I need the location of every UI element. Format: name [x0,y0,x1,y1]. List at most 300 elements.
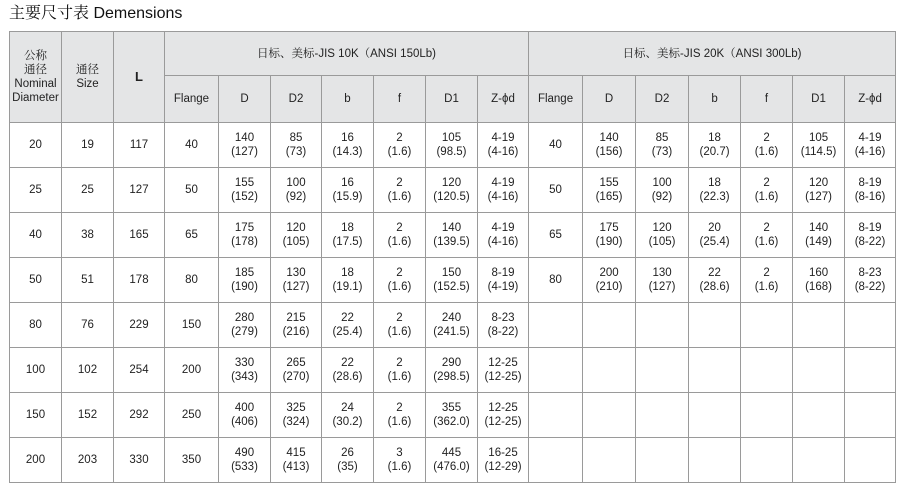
header-jis10k-ansi150: 日标、美标-JIS 10K（ANSI 150Lb) [165,32,529,76]
cell-length: 229 [114,303,165,348]
cell-value-alt: (533) [231,461,258,473]
cell-f-g2 [741,123,793,168]
cell-value: 100 [652,177,672,189]
cell-d1-g1 [426,393,478,438]
dimensions-table [9,31,896,483]
cell-f-g2 [741,438,793,483]
cell-d-g1 [219,123,271,168]
cell-value-alt: (139.5) [433,236,470,248]
cell-value-alt: (270) [282,371,310,383]
cell-value-alt: (1.6) [387,191,412,203]
cell-value-alt: (1.6) [387,371,412,383]
cell-z-phi-d-g2 [845,213,896,258]
cell-z-phi-d-g2 [845,168,896,213]
cell-value-alt: (105) [282,236,310,248]
cell-d1-g1 [426,348,478,393]
header-length: L [114,32,165,123]
cell-value: 65 [549,229,562,241]
cell-d2-g1 [271,438,322,483]
cell-value-alt: (190) [595,236,623,248]
subheader-f-group2: f [741,76,793,123]
cell-value-alt: (8-22) [854,236,886,248]
cell-value-alt: (165) [595,191,623,203]
cell-value: 85 [289,132,303,144]
cell-b-g2 [689,168,741,213]
cell-b-g1 [322,213,374,258]
table-row [10,123,896,168]
cell-flange-g1 [165,348,219,393]
cell-value-alt: (120.5) [433,191,470,203]
cell-z-phi-d-g1 [478,303,529,348]
cell-flange-g2 [529,303,583,348]
cell-d1-g1 [426,168,478,213]
cell-length: 330 [114,438,165,483]
cell-value: 8-19 [858,222,882,234]
cell-f-g1 [374,438,426,483]
table-row [10,303,896,348]
cell-value: 26 [341,447,354,459]
subheader-flange-group2: Flange [529,76,583,123]
cell-value-alt: (1.6) [754,191,779,203]
cell-d1-g1 [426,213,478,258]
cell-value: 22 [341,312,354,324]
cell-value-alt: (8-22) [487,326,519,338]
cell-value: 16 [341,132,354,144]
cell-d2-g1 [271,348,322,393]
cell-value-alt: (12-29) [484,461,522,473]
cell-value: 22 [341,357,354,369]
cell-nominal-diameter: 25 [10,168,62,213]
cell-value: 2 [396,132,403,144]
cell-d1-g2 [793,123,845,168]
cell-value: 290 [441,357,462,369]
cell-value: 350 [181,454,202,466]
cell-nominal-diameter: 80 [10,303,62,348]
cell-d2-g2 [636,258,689,303]
cell-value: 105 [441,132,462,144]
cell-value: 215 [286,312,306,324]
cell-value-alt: (73) [285,146,307,158]
cell-f-g2 [741,213,793,258]
cell-z-phi-d-g1 [478,258,529,303]
cell-z-phi-d-g1 [478,168,529,213]
cell-value-alt: (12-25) [484,371,522,383]
subheader-z-phi-d-group2: Z-ϕd [845,76,896,123]
cell-value: 120 [441,177,462,189]
cell-d-g2 [583,438,636,483]
cell-value: 150 [441,267,462,279]
cell-b-g1 [322,393,374,438]
cell-d2-g2 [636,303,689,348]
cell-d-g1 [219,303,271,348]
cell-value-alt: (25.4) [332,326,363,338]
cell-value-alt: (25.4) [699,236,730,248]
cell-value-alt: (105) [648,236,676,248]
subheader-d1-group2: D1 [793,76,845,123]
cell-value-alt: (168) [805,281,832,293]
cell-value: 22 [708,267,721,279]
subheader-z-phi-d-group1: Z-ϕd [478,76,529,123]
cell-d-g1 [219,393,271,438]
header-jis20k-ansi300: 日标、美标-JIS 20K（ANSI 300Lb) [529,32,896,76]
cell-value: 2 [396,222,403,234]
subheader-d-group2: D [583,76,636,123]
cell-size: 76 [62,303,114,348]
cell-z-phi-d-g2 [845,303,896,348]
cell-value: 140 [234,132,255,144]
cell-f-g1 [374,348,426,393]
table-row [10,438,896,483]
cell-value-alt: (28.6) [699,281,730,293]
cell-d1-g2 [793,258,845,303]
cell-value: 325 [286,402,306,414]
cell-z-phi-d-g1 [478,348,529,393]
cell-value: 200 [181,364,202,376]
cell-value: 120 [652,222,672,234]
table-row [10,393,896,438]
cell-flange-g2 [529,393,583,438]
cell-value-alt: (298.5) [433,371,470,383]
cell-value: 3 [396,447,403,459]
cell-value-alt: (73) [651,146,673,158]
cell-value-alt: (343) [231,371,258,383]
cell-value: 140 [441,222,462,234]
cell-value-alt: (149) [805,236,832,248]
cell-value: 24 [341,402,354,414]
cell-value: 8-19 [491,267,515,279]
cell-value-alt: (17.5) [332,236,363,248]
subheader-d-group1: D [219,76,271,123]
cell-value: 2 [396,402,403,414]
cell-value-alt: (92) [651,191,673,203]
cell-value: 160 [808,267,829,279]
cell-value: 355 [441,402,462,414]
cell-flange-g1 [165,258,219,303]
cell-b-g2 [689,348,741,393]
cell-flange-g1 [165,393,219,438]
cell-d1-g1 [426,438,478,483]
cell-value: 2 [396,357,403,369]
cell-value-alt: (413) [282,461,310,473]
cell-flange-g1 [165,168,219,213]
cell-d2-g2 [636,168,689,213]
cell-value: 8-23 [858,267,882,279]
cell-z-phi-d-g1 [478,123,529,168]
cell-value-alt: (4-16) [487,191,519,203]
cell-value: 265 [286,357,306,369]
cell-value-alt: (114.5) [800,146,837,158]
cell-value: 2 [763,177,770,189]
cell-d1-g2 [793,168,845,213]
cell-value: 40 [549,139,562,151]
cell-nominal-diameter: 20 [10,123,62,168]
cell-d2-g1 [271,123,322,168]
cell-value: 4-19 [491,222,515,234]
subheader-f-group1: f [374,76,426,123]
cell-value-alt: (1.6) [387,461,412,473]
cell-z-phi-d-g1 [478,213,529,258]
cell-d-g1 [219,213,271,258]
cell-value: 200 [599,267,619,279]
cell-value: 445 [441,447,462,459]
cell-f-g1 [374,393,426,438]
subheader-b-group1: b [322,76,374,123]
cell-d-g2 [583,393,636,438]
cell-f-g1 [374,168,426,213]
cell-value-alt: (4-19) [487,281,519,293]
cell-d1-g2 [793,438,845,483]
cell-f-g1 [374,258,426,303]
cell-flange-g1 [165,438,219,483]
cell-d-g2 [583,213,636,258]
cell-flange-g2 [529,168,583,213]
cell-d-g2 [583,303,636,348]
cell-value-alt: (156) [595,146,623,158]
cell-value: 4-19 [491,177,515,189]
cell-value: 155 [234,177,255,189]
cell-value: 18 [341,222,354,234]
cell-value-alt: (98.5) [436,146,467,158]
cell-d-g1 [219,168,271,213]
cell-value: 18 [341,267,354,279]
cell-d-g1 [219,258,271,303]
cell-value: 415 [286,447,306,459]
cell-value: 80 [185,274,198,286]
cell-f-g2 [741,303,793,348]
cell-value-alt: (19.1) [332,281,363,293]
cell-b-g2 [689,213,741,258]
cell-value: 330 [234,357,255,369]
cell-value: 20 [708,222,721,234]
cell-z-phi-d-g2 [845,393,896,438]
cell-value: 18 [708,177,721,189]
cell-value-alt: (152.5) [433,281,470,293]
cell-length: 117 [114,123,165,168]
cell-value: 8-19 [858,177,882,189]
cell-value-alt: (241.5) [433,326,470,338]
cell-value-alt: (190) [231,281,258,293]
cell-value-alt: (14.3) [332,146,363,158]
cell-value: 140 [808,222,829,234]
cell-b-g2 [689,393,741,438]
cell-size: 203 [62,438,114,483]
cell-value-alt: (8-16) [854,191,886,203]
cell-value: 155 [599,177,619,189]
cell-value: 140 [599,132,619,144]
cell-value-alt: (210) [595,281,623,293]
cell-d-g2 [583,258,636,303]
cell-value-alt: (127) [805,191,832,203]
cell-value-alt: (127) [231,146,258,158]
cell-b-g1 [322,348,374,393]
page-title: 主要尺寸表 Demensions [9,5,183,22]
cell-value: 2 [396,267,403,279]
cell-d1-g2 [793,393,845,438]
cell-d2-g1 [271,258,322,303]
cell-z-phi-d-g2 [845,123,896,168]
cell-value: 85 [655,132,669,144]
cell-value-alt: (1.6) [754,236,779,248]
cell-value-alt: (28.6) [332,371,363,383]
cell-flange-g2 [529,348,583,393]
cell-d2-g2 [636,348,689,393]
cell-b-g2 [689,123,741,168]
cell-f-g1 [374,303,426,348]
cell-d2-g2 [636,438,689,483]
subheader-d1-group1: D1 [426,76,478,123]
cell-value: 2 [763,222,770,234]
cell-value: 120 [286,222,306,234]
header-size: 通径 Size [62,32,114,123]
cell-size: 38 [62,213,114,258]
cell-value-alt: (1.6) [387,281,412,293]
cell-f-g2 [741,393,793,438]
cell-value: 40 [185,139,198,151]
cell-value: 2 [396,177,403,189]
cell-f-g2 [741,258,793,303]
cell-value: 18 [708,132,721,144]
cell-value: 80 [549,274,562,286]
cell-value-alt: (279) [231,326,258,338]
cell-value: 16-25 [488,447,518,459]
cell-b-g1 [322,438,374,483]
cell-f-g2 [741,168,793,213]
subheader-d2-group2: D2 [636,76,689,123]
cell-d1-g2 [793,348,845,393]
cell-size: 102 [62,348,114,393]
cell-b-g2 [689,438,741,483]
cell-nominal-diameter: 50 [10,258,62,303]
cell-value: 50 [549,184,562,196]
cell-value: 105 [808,132,829,144]
cell-value-alt: (216) [282,326,310,338]
cell-value: 185 [234,267,255,279]
cell-size: 19 [62,123,114,168]
cell-value-alt: (127) [282,281,310,293]
cell-f-g1 [374,213,426,258]
cell-d2-g2 [636,123,689,168]
cell-value-alt: (12-25) [484,416,522,428]
cell-value-alt: (4-16) [487,146,519,158]
cell-nominal-diameter: 40 [10,213,62,258]
cell-value-alt: (20.7) [699,146,730,158]
cell-flange-g1 [165,303,219,348]
cell-value: 4-19 [491,132,515,144]
cell-d1-g1 [426,303,478,348]
cell-value: 65 [185,229,198,241]
cell-value-alt: (1.6) [387,416,412,428]
cell-value: 240 [441,312,462,324]
cell-flange-g2 [529,123,583,168]
cell-b-g1 [322,123,374,168]
cell-d1-g1 [426,258,478,303]
cell-value: 280 [234,312,255,324]
cell-value-alt: (152) [231,191,258,203]
cell-value-alt: (362.0) [433,416,470,428]
cell-value: 16 [341,177,354,189]
cell-z-phi-d-g2 [845,348,896,393]
cell-value: 130 [286,267,306,279]
cell-value: 100 [286,177,306,189]
cell-value: 175 [599,222,619,234]
cell-nominal-diameter: 100 [10,348,62,393]
cell-d2-g1 [271,213,322,258]
cell-length: 127 [114,168,165,213]
cell-d-g2 [583,123,636,168]
cell-value-alt: (1.6) [754,146,779,158]
cell-flange-g2 [529,438,583,483]
cell-b-g2 [689,258,741,303]
cell-value-alt: (15.9) [332,191,363,203]
cell-length: 254 [114,348,165,393]
cell-value: 2 [763,267,770,279]
cell-value: 8-23 [491,312,515,324]
cell-value: 250 [181,409,202,421]
cell-value: 2 [763,132,770,144]
cell-value: 2 [396,312,403,324]
cell-d-g1 [219,348,271,393]
cell-value-alt: (406) [231,416,258,428]
cell-value-alt: (1.6) [387,146,412,158]
header-nominal-diameter: 公称 通径 Nominal Diameter [10,32,62,123]
cell-length: 292 [114,393,165,438]
cell-value-alt: (178) [231,236,258,248]
cell-value: 4-19 [858,132,882,144]
subheader-flange-group1: Flange [165,76,219,123]
cell-d2-g2 [636,213,689,258]
cell-b-g2 [689,303,741,348]
table-body [10,123,896,483]
cell-value-alt: (35) [337,461,358,473]
cell-z-phi-d-g1 [478,393,529,438]
cell-d2-g1 [271,168,322,213]
cell-length: 178 [114,258,165,303]
cell-value: 120 [808,177,829,189]
cell-value-alt: (127) [648,281,676,293]
cell-b-g1 [322,168,374,213]
subheader-b-group2: b [689,76,741,123]
cell-nominal-diameter: 200 [10,438,62,483]
cell-value-alt: (1.6) [387,326,412,338]
cell-d1-g2 [793,303,845,348]
table-row [10,213,896,258]
cell-value-alt: (324) [282,416,310,428]
cell-size: 51 [62,258,114,303]
cell-value: 150 [181,319,202,331]
cell-f-g1 [374,123,426,168]
cell-value-alt: (476.0) [433,461,470,473]
cell-b-g1 [322,303,374,348]
cell-value: 490 [234,447,255,459]
cell-b-g1 [322,258,374,303]
cell-value-alt: (30.2) [332,416,363,428]
cell-value: 50 [185,184,198,196]
cell-value-alt: (1.6) [754,281,779,293]
cell-z-phi-d-g2 [845,438,896,483]
cell-value: 400 [234,402,255,414]
cell-d-g2 [583,348,636,393]
cell-f-g2 [741,348,793,393]
table-row [10,258,896,303]
cell-d-g2 [583,168,636,213]
cell-length: 165 [114,213,165,258]
cell-value: 130 [652,267,672,279]
cell-size: 152 [62,393,114,438]
cell-size: 25 [62,168,114,213]
cell-value-alt: (22.3) [699,191,730,203]
cell-z-phi-d-g1 [478,438,529,483]
cell-value-alt: (92) [285,191,307,203]
